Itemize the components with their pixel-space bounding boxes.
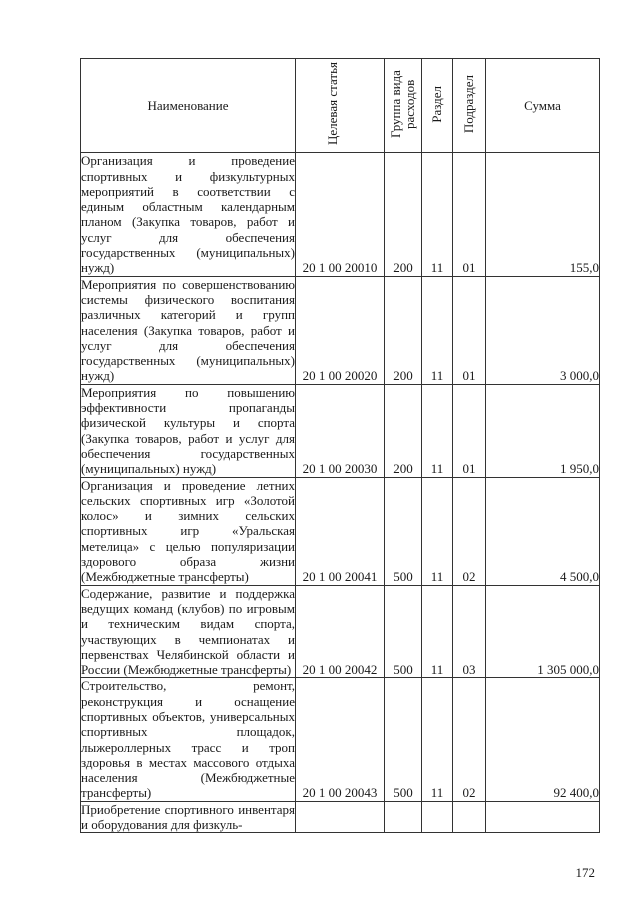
header-amount: Сумма xyxy=(486,59,600,153)
row-name-text: Организация и проведение спортивных и физкультурных мероприятий в соответствии с единым областным календарным планом (Закупка товаров, работ и услуг для обеспечения государственных (муниципальных) нужд) xyxy=(81,153,295,276)
table-row xyxy=(81,585,600,678)
row-amount-cell: 1 950,0 xyxy=(486,384,600,477)
row-expense-group-cell: 500 xyxy=(385,678,422,801)
row-target-article-cell: 20 1 00 20010 xyxy=(296,153,385,276)
row-subsection-cell: 01 xyxy=(453,276,486,384)
row-amount-cell xyxy=(486,801,600,833)
row-subsection-cell: 02 xyxy=(453,678,486,801)
header-target-article: Целевая статья xyxy=(296,59,385,153)
row-name-cell xyxy=(81,153,296,276)
row-name-text: Содержание, развитие и поддержка ведущих команд (клубов) по игровым и техническим видам спорта, участвующих в чемпионатах и первенствах Челябинской области и России (Межбюджетные трансферты) xyxy=(81,585,295,678)
row-subsection-cell xyxy=(453,801,486,833)
row-section-cell: 11 xyxy=(422,678,453,801)
row-section-cell xyxy=(422,801,453,833)
row-name-cell xyxy=(81,585,296,678)
row-name-cell xyxy=(81,276,296,384)
row-section-cell: 11 xyxy=(422,585,453,678)
row-target-article-cell: 20 1 00 20041 xyxy=(296,477,385,585)
table-row xyxy=(81,153,600,276)
budget-table xyxy=(80,58,600,833)
row-expense-group-cell: 200 xyxy=(385,153,422,276)
header-section: Раздел xyxy=(422,59,453,153)
row-name-cell xyxy=(81,678,296,801)
row-subsection-cell: 02 xyxy=(453,477,486,585)
row-expense-group-cell xyxy=(385,801,422,833)
row-subsection-cell: 01 xyxy=(453,384,486,477)
row-section-cell: 11 xyxy=(422,384,453,477)
row-subsection-cell: 01 xyxy=(453,153,486,276)
table-row xyxy=(81,276,600,384)
row-name-text: Приобретение спортивного инвентаря и оборудования для физкуль- xyxy=(81,801,295,833)
row-name-cell xyxy=(81,477,296,585)
row-name-text: Мероприятия по совершенствованию системы физического воспитания различных категорий и групп населения (Закупка товаров, работ и услуг для обеспечения государственных (муниципальных) нужд) xyxy=(81,276,295,384)
row-section-cell: 11 xyxy=(422,276,453,384)
table-row xyxy=(81,384,600,477)
row-expense-group-cell: 200 xyxy=(385,384,422,477)
row-name-text: Мероприятия по повышению эффективности пропаганды физической культуры и спорта (Закупка товаров, работ и услуг для обеспечения государственных (муниципальных) нужд) xyxy=(81,384,295,477)
row-amount-cell: 1 305 000,0 xyxy=(486,585,600,678)
header-name: Наименование xyxy=(81,59,296,153)
row-name-cell xyxy=(81,801,296,833)
row-amount-cell: 3 000,0 xyxy=(486,276,600,384)
row-target-article-cell: 20 1 00 20020 xyxy=(296,276,385,384)
row-target-article-cell xyxy=(296,801,385,833)
row-subsection-cell: 03 xyxy=(453,585,486,678)
row-name-text: Организация и проведение летних сельских спортивных игр «Золотой колос» и зимних сельских спортивных игр «Уральская метелица» с целью популяризации здорового образа жизни (Межбюджетные трансферты) xyxy=(81,477,295,585)
row-amount-cell: 155,0 xyxy=(486,153,600,276)
row-amount-cell: 4 500,0 xyxy=(486,477,600,585)
row-amount-cell: 92 400,0 xyxy=(486,678,600,801)
row-name-cell xyxy=(81,384,296,477)
header-subsection: Подраздел xyxy=(453,59,486,153)
row-expense-group-cell: 200 xyxy=(385,276,422,384)
table-row xyxy=(81,801,600,833)
row-expense-group-cell: 500 xyxy=(385,477,422,585)
row-name-text: Строительство, ремонт, реконструкция и оснащение спортивных объектов, универсальных спортивных площадок, лыжероллерных трасс и троп здоровья в местах массового отдыха населения (Межбюджетные трансферты) xyxy=(81,678,295,801)
row-section-cell: 11 xyxy=(422,477,453,585)
row-target-article-cell: 20 1 00 20030 xyxy=(296,384,385,477)
header-expense-group: Группа вида расходов xyxy=(385,59,422,153)
table-row xyxy=(81,477,600,585)
row-section-cell: 11 xyxy=(422,153,453,276)
table-header-row xyxy=(81,59,600,153)
row-expense-group-cell: 500 xyxy=(385,585,422,678)
table-row xyxy=(81,678,600,801)
page-number: 172 xyxy=(575,865,595,880)
row-target-article-cell: 20 1 00 20042 xyxy=(296,585,385,678)
row-target-article-cell: 20 1 00 20043 xyxy=(296,678,385,801)
